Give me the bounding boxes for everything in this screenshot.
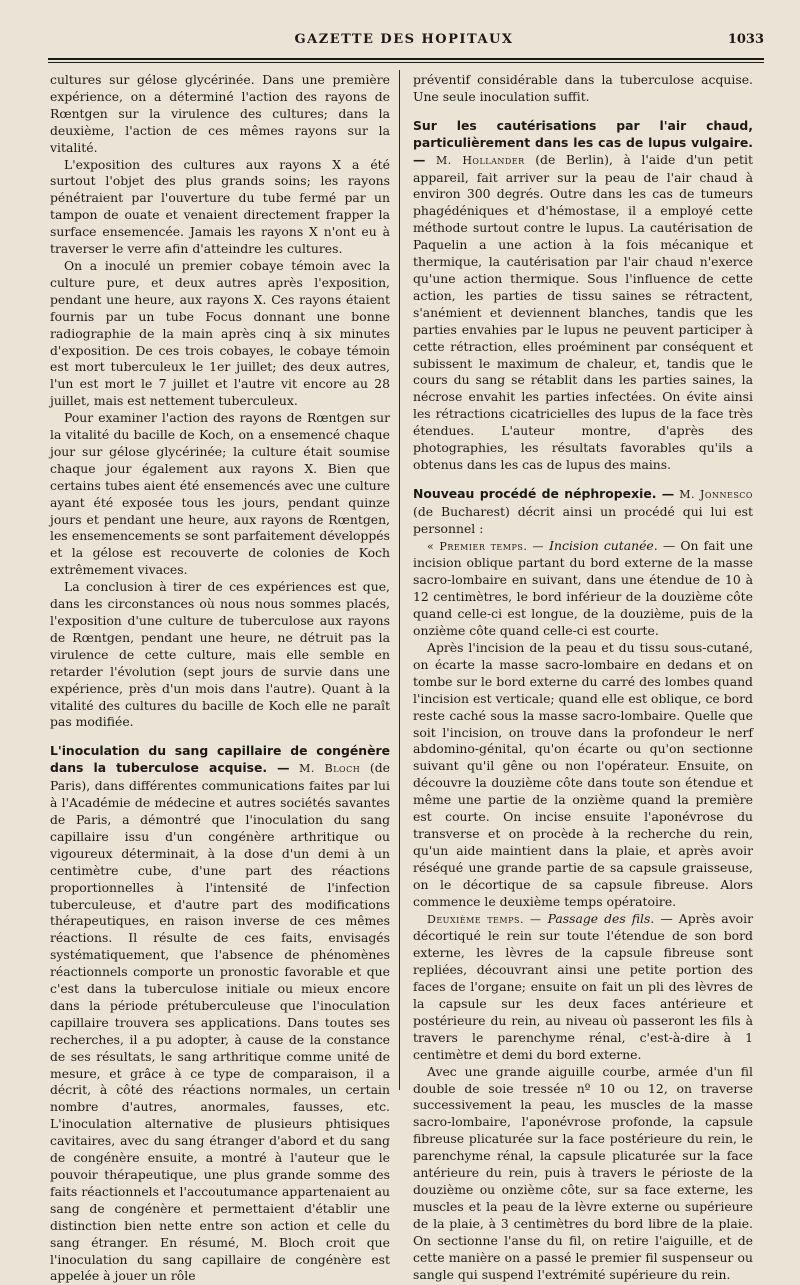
section-body: (de Bucharest) décrit ainsi un procédé qui lui est personnel :	[413, 503, 753, 536]
column-divider	[399, 70, 400, 1090]
author-name: M. Bloch	[299, 762, 361, 776]
author-name: M. Hollander	[435, 153, 525, 167]
step-title: Passage des fils.	[547, 910, 655, 926]
page-number: 1033	[727, 32, 764, 47]
paragraph: Après l'incision de la peau et du tissu sous-cutané, on écarte la masse sacro-lombaire en dedans et on tombe sur le bord externe du carré des lombes quand l'incision est verticale; quand elle est oblique, ce bord reste caché sous la masse sacro-lombaire. Quelle que soit l'incision, on trouve dans la profondeur le nerf abdomino-génital, qu'on écarte ou qu'on sectionne suivant qu'il gêne ou non l'opérateur. Ensuite, on découvre la douzième côte dans toute son étendue et même une partie de la onzième quand la première est courte. On incise ensuite l'aponévrose du transverse et on procède à la recherche du rein, qu'un aide maintient dans la plaie, et après avoir réséqué une grande partie de sa capsule graisseuse, on le décortique de sa capsule fibreuse. Alors commence le deuxième temps opératoire.	[413, 640, 753, 909]
header-rule-thin	[48, 62, 764, 63]
step-label: « Premier temps. —	[427, 539, 545, 553]
paragraph: L'exposition des cultures aux rayons X a été surtout l'objet des plus grands soins; les rayons pénétraient par l'ouverture du tube fermé par un tampon de ouate et venaient directement frapper la surface ensemencée. Jamais les rayons X n'ont eu à traverser le verre afin d'atteindre les cultures.	[50, 156, 390, 257]
paragraph: Avec une grande aiguille courbe, armée d'un fil double de soie tressée nº 10 ou 12, on traverse successivement la peau, les muscles de la masse sacro-lombaire, l'aponévrose profonde, la capsule fibreuse plicaturée sur la face postérieure du rein, le parenchyme rénal, la capsule plicaturée sur la face antérieure du rein, puis à travers le périoste de la douzième ou onzième côte, sur sa face externe, les muscles et la peau de la lèvre externe ou supérieure de la plaie, à 3 centimètres du bord libre de la plaie. On sectionne l'anse du fil, on retire l'aiguille, et de cette manière on a passé le premier fil suspenseur ou sangle qui suspend l'extrémité supérieure du rein.	[413, 1063, 753, 1282]
author-name: M. Jonnesco	[679, 487, 753, 501]
step-title: Incision cutanée.	[549, 537, 658, 553]
step-label: Deuxième temps. —	[427, 912, 542, 926]
paragraph: On a inoculé un premier cobaye témoin avec la culture pure, et deux autres après l'exposition, pendant une heure, aux rayons X. Ces rayons étaient fournis par un tube Focus donnant une bonne radiographie de la main après cinq à six minutes d'exposition. De ces trois cobayes, le cobaye témoin est mort tuberculeux le 1er juillet; des deux autres, l'un est mort le 7 juillet et l'autre vit encore au 28 juillet, mais est nettement tuberculeux.	[50, 257, 390, 409]
right-column	[413, 72, 753, 1282]
section-body: (de Paris), dans différentes communications faites par lui à l'Académie de médecine et autres sociétés savantes de Paris, a démontré que l'inoculation du sang capillaire issu d'un congénère arthritique ou vigoureux déterminait, à la dose d'un demi à un centimètre cube, d'une part des réactions proportionnelles à l'intensité de l'infection tuberculeuse, et d'autre part des modifications thérapeutiques, en raison inverse de ces mêmes réactions. Il résulte de ces faits, envisagés systématiquement, que l'absence de phénomènes réactionnels comporte un pronostic favorable et que c'est dans la tuberculose initiale ou mieux encore dans la période prétuberculeuse que l'inoculation capillaire trouvera ses applications. Dans toutes ses recherches, il a pu adopter, à cause de la constance de ses résultats, le sang arthritique comme unité de mesure, et grâce à ce type de comparaison, il a décrit, à côté des réactions normales, un certain nombre d'autres, anormales, fausses, etc. L'inoculation alternative de plusieurs phtisiques cavitaires, avec du sang étranger d'abord et du sang de congénère ensuite, a montré à l'auteur que le pouvoir thérapeutique, une plus grande somme des faits réactionnels et l'accoutumance appartenaient au sang de congénère et permettaient d'établir une distinction bien nette entre son action et celle du sang étranger. En résumé, M. Bloch croit que l'inoculation du sang capillaire de congénère est appelée à jouer un rôle	[50, 760, 390, 1284]
step-one	[413, 538, 753, 640]
step-body: — Après avoir décortiqué le rein sur toute l'étendue de son bord externe, les lèvres de la capsule fibreuse sont repliées, découvrant ainsi une petite portion des faces de l'organe; ensuite on fait un pli des lèvres de la capsule sur les deux faces antérieure et postérieure du rein, au niveau où passeront les fils à travers le parenchyme rénal, c'est-à-dire à 1 centimètre et demi du bord externe.	[413, 910, 753, 1062]
step-two	[413, 911, 753, 1064]
header-rule-thick	[48, 58, 764, 60]
left-column	[50, 72, 390, 1284]
section-heading: L'inoculation du sang capillaire de congénère dans la tuberculose acquise. —	[50, 743, 390, 776]
section-hollander	[413, 118, 753, 474]
paragraph: Pour examiner l'action des rayons de Rœntgen sur la vitalité du bacille de Koch, on a ensemencé chaque jour sur gélose glycérinée; la culture était soumise chaque jour également aux rayons X. Bien que certains tubes aient été ensemencés avec une culture ayant été exposée tous les jours, pendant quinze jours et pendant une heure, aux rayons de Rœntgen, les ensemencements se sont parfaitement développés et la gélose est recouverte de colonies de Koch extrêmement vivaces.	[50, 410, 390, 578]
step-body: — On fait une incision oblique partant du bord externe de la masse sacro-lombaire en suivant, dans une étendue de 10 à 12 centimètres, le bord inférieur de la douzième côte quand celle-ci est longue, de la douzième, puis de la onzième côte quand celle-ci est courte.	[413, 537, 753, 639]
section-jonnesco	[413, 486, 753, 538]
section-body: (de Berlin), à l'aide d'un petit appareil, fait arriver sur la peau de l'air chaud à environ 300 degrés. Outre dans les cas de tumeurs phagédéniques et d'hémostase, il a employé cette méthode surtout contre le lupus. La cautérisation de Paquelin a une action à la fois mécanique et thermique, la cautérisation par l'air chaud n'exerce qu'une action thermique. Sous l'influence de cette action, les parties de tissu saines se rétractent, s'anémient et deviennent blanches, tandis que les parties envahies par le lupus ne peuvent participer à cette rétraction, elles proéminent par conséquent et subissent le maximum de chaleur, et, tandis que le cours du sang se rétablit dans les parties saines, la nécrose envahit les parties infectées. On évite ainsi les rétractions cicatricielles des lupus de la face très étendues. L'auteur montre, d'après des photographies, les résultats favorables qu'ils a obtenus dans les cas de lupus des mains.	[413, 151, 753, 472]
section-bloch	[50, 743, 390, 1285]
paragraph: La conclusion à tirer de ces expériences est que, dans les circonstances où nous nous sommes placés, l'exposition d'une culture de tuberculose aux rayons de Rœntgen, pendant une heure, ne détruit pas la virulence de cette culture, mais elle semble en retarder l'évolution (sept jours de survie dans une expérience, près d'un mois dans l'autre). Quant à la vitalité des cultures du bacille de Koch elle ne paraît pas modifiée.	[50, 579, 390, 730]
section-heading: Sur les cautérisations par l'air chaud, particulièrement dans les cas de lupus vulgaire. —	[413, 117, 753, 167]
section-heading: Nouveau procédé de néphropexie. —	[413, 485, 675, 501]
page-header	[44, 30, 764, 52]
paragraph: préventif considérable dans la tuberculose acquise. Une seule inoculation suffit.	[413, 72, 753, 104]
paragraph: cultures sur gélose glycérinée. Dans une première expérience, on a déterminé l'action des rayons de Rœntgen sur la virulence des cultures; dans la deuxième, l'action de ces mêmes rayons sur la vitalité.	[50, 72, 390, 155]
journal-title: GAZETTE DES HOPITAUX	[294, 32, 514, 47]
